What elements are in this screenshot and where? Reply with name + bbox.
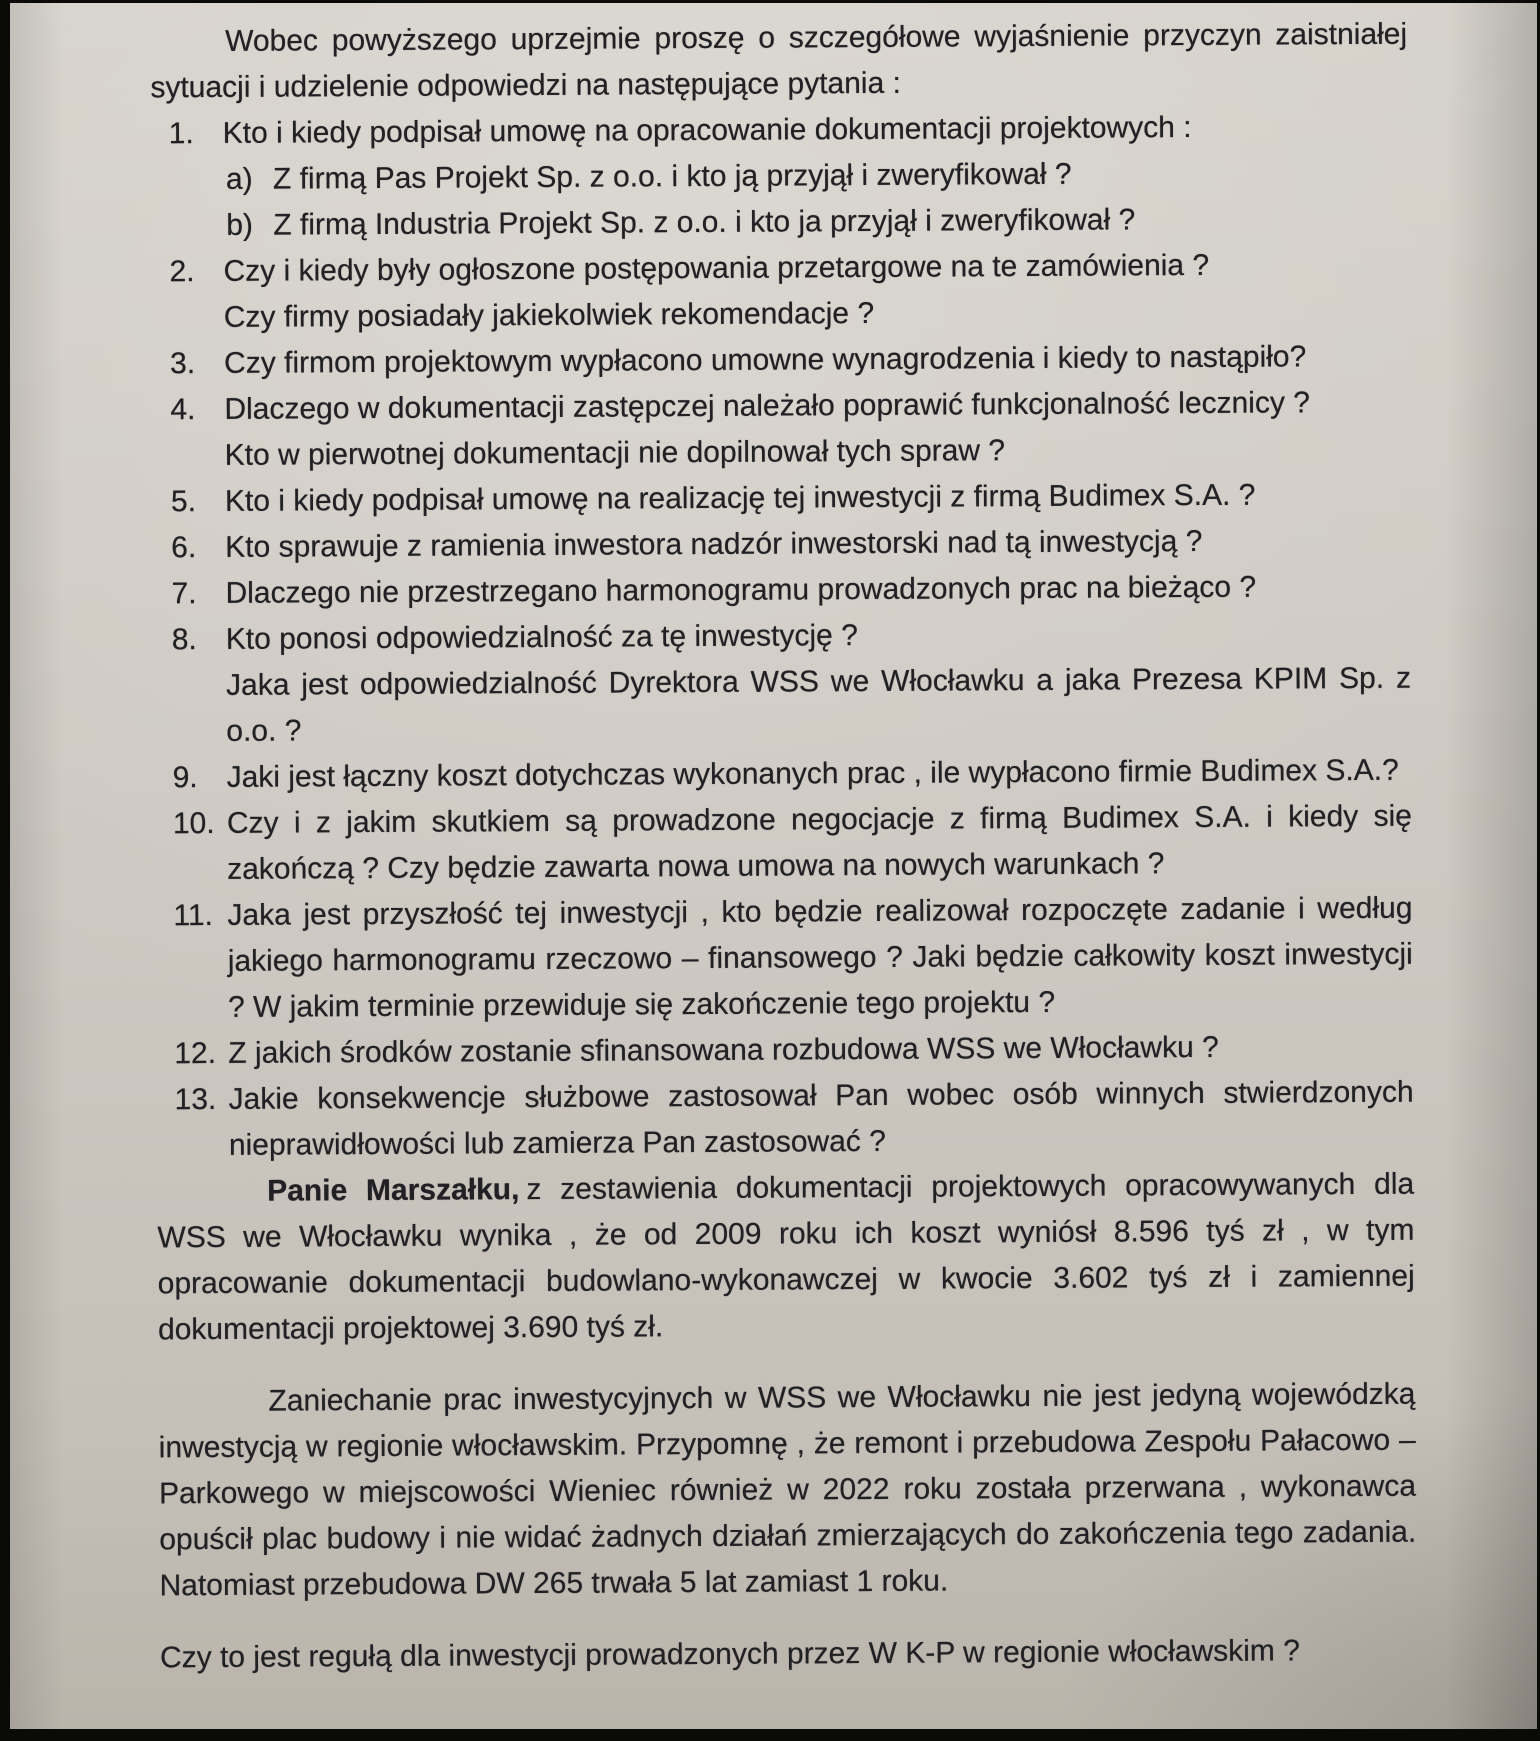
question-item xyxy=(155,886,1413,1032)
question-number: 11. xyxy=(173,898,214,933)
question-body xyxy=(225,518,1410,571)
question-text: Jaka jest przyszłość tej inwestycji , kto będzie realizował rozpoczęte zadanie i według jakiego harmonogramu rzeczowo – finansowego ? Jaki będzie całkowity koszt inwestycji ? W jakim terminie przewiduje się zakończenie tego projektu ? xyxy=(227,891,1413,1024)
question-number: 7. xyxy=(171,577,197,611)
question-text: Jaki jest łączny koszt dotychczas wykonanych prac , ile wypłacono firmie Budimex S.A.? xyxy=(226,753,1399,794)
question-text: Kto ponosi odpowiedzialność za tę inwestycję ? xyxy=(225,619,858,656)
paragraph-marszalku xyxy=(157,1162,1415,1354)
question-extra-text: Czy firmy posiadały jakiekolwiek rekomendacje ? xyxy=(223,296,875,334)
question-number: 4. xyxy=(170,393,196,427)
intro-paragraph: Wobec powyższego uprzejmie proszę o szczegółowe wyjaśnienie przyczyn zaistniałej sytuacji i udzielenie odpowiedzi na następujące pytania : xyxy=(150,17,1408,105)
question-text: Czy i z jakim skutkiem są prowadzone negocjacje z firmą Budimex S.A. i kiedy się zakończą ? Czy będzie zawarta nowa umowa na nowych warunkach ? xyxy=(226,799,1412,886)
question-text: Kto i kiedy podpisał umowę na opracowanie dokumentacji projektowych : xyxy=(222,111,1192,150)
question-body xyxy=(225,472,1410,525)
closing-question: Czy to jest regułą dla inwestycji prowadzonych przez W K-P w regionie włocławskim ? xyxy=(159,1634,1300,1675)
question-text: Kto sprawuje z ramienia inwestora nadzór inwestorski nad tą inwestycją ? xyxy=(225,524,1203,564)
question-body xyxy=(228,1070,1414,1169)
question-text: Kto i kiedy podpisał umowę na realizację tej inwestycji z firmą Budimex S.A. ? xyxy=(224,478,1256,518)
question-text: Jakie konsekwencje służbowe zastosował Pan wobec osób winnych stwierdzonych nieprawidłowości lub zamierza Pan zastosować ? xyxy=(228,1075,1414,1162)
question-body xyxy=(224,380,1410,479)
subitem-text: Z firmą Industria Projekt Sp. z o.o. i kto ja przyjął i zweryfikował ? xyxy=(273,203,1136,242)
question-list xyxy=(151,104,1414,1170)
subitem-letter: a) xyxy=(225,162,253,196)
question-text: Z jakich środków zostanie sfinansowana rozbudowa WSS we Włocławku ? xyxy=(228,1030,1219,1070)
question-text: Czy firmom projektowym wypłacono umowne wynagrodzenia i kiedy to nastąpiło? xyxy=(224,340,1307,380)
question-body xyxy=(227,886,1413,1031)
question-number: 2. xyxy=(169,255,195,289)
question-body xyxy=(225,564,1410,617)
question-item xyxy=(152,380,1410,480)
question-number: 6. xyxy=(171,531,197,565)
question-extra-text: Kto w pierwotnej dokumentacji nie dopilnował tych spraw ? xyxy=(224,434,1006,472)
question-number: 1. xyxy=(168,117,194,151)
question-item xyxy=(152,334,1409,388)
question-item xyxy=(153,472,1410,526)
subitem-letter: b) xyxy=(226,208,254,242)
question-number: 13. xyxy=(174,1082,217,1117)
question-item xyxy=(155,794,1413,894)
question-body xyxy=(227,794,1413,893)
question-body xyxy=(224,334,1409,387)
question-number: 9. xyxy=(172,761,198,795)
marszalku-salutation: Panie Marszałku, xyxy=(267,1173,520,1208)
paragraph-zaniechanie: Zaniechanie prac inwestycyjnych w WSS we Włocławku nie jest jedyną wojewódzką inwestycją w regionie włocławskim. Przypomnę , że remont i przebudowa Zespołu Pałacowo – Parkowego w miejscowości Wieniec również w 2022 roku została przerwana , wykonawca opuścił plac budowy i nie widać żadnych działań zmierzających do zakończenia tego zadania. Natomiast przebudowa DW 265 trwała 5 lat zamiast 1 roku. xyxy=(158,1377,1417,1603)
question-number: 8. xyxy=(171,623,197,657)
question-text: Czy i kiedy były ogłoszone postępowania przetargowe na te zamówienia ? xyxy=(223,248,1210,288)
question-text: Dlaczego nie przestrzegano harmonogramu prowadzonych prac na bieżąco ? xyxy=(225,570,1257,610)
question-number: 12. xyxy=(174,1036,217,1071)
question-item xyxy=(153,564,1410,618)
question-item xyxy=(154,610,1412,756)
question-subitem xyxy=(223,196,1408,249)
document-content xyxy=(150,12,1417,1682)
question-body xyxy=(226,748,1411,801)
document-page xyxy=(10,3,1537,1729)
question-body xyxy=(226,610,1412,755)
question-item xyxy=(156,1024,1413,1078)
question-extra-text: Jaka jest odpowiedzialność Dyrektora WSS we Włocławku a jaka Prezesa KPIM Sp. z o.o. ? xyxy=(225,661,1412,748)
question-body xyxy=(223,104,1409,249)
marszalku-body: z zestawienia dokumentacji projektowych opracowywanych dla WSS we Włocławku wynika , że od 2009 roku ich koszt wyniósł 8.596 tyś zł , w tym opracowanie dokumentacji budowlano-wykonawczej w kwocie 3.602 tyś zł i zamiennej dokumentacji projektowej 3.690 tyś zł. xyxy=(157,1167,1415,1347)
question-item xyxy=(151,242,1409,342)
question-item xyxy=(156,1070,1414,1170)
question-item xyxy=(153,518,1410,572)
subitem-text: Z firmą Pas Projekt Sp. z o.o. i kto ją przyjął i zweryfikował ? xyxy=(272,157,1072,196)
question-subitem xyxy=(223,150,1408,203)
question-number: 3. xyxy=(170,347,196,381)
question-item xyxy=(154,748,1411,802)
question-item xyxy=(151,104,1409,250)
question-body xyxy=(228,1024,1413,1077)
question-text: Dlaczego w dokumentacji zastępczej należało poprawić funkcjonalność lecznicy ? xyxy=(224,386,1311,426)
question-number: 5. xyxy=(170,485,197,519)
question-body xyxy=(223,242,1409,341)
question-number: 10. xyxy=(172,806,215,841)
